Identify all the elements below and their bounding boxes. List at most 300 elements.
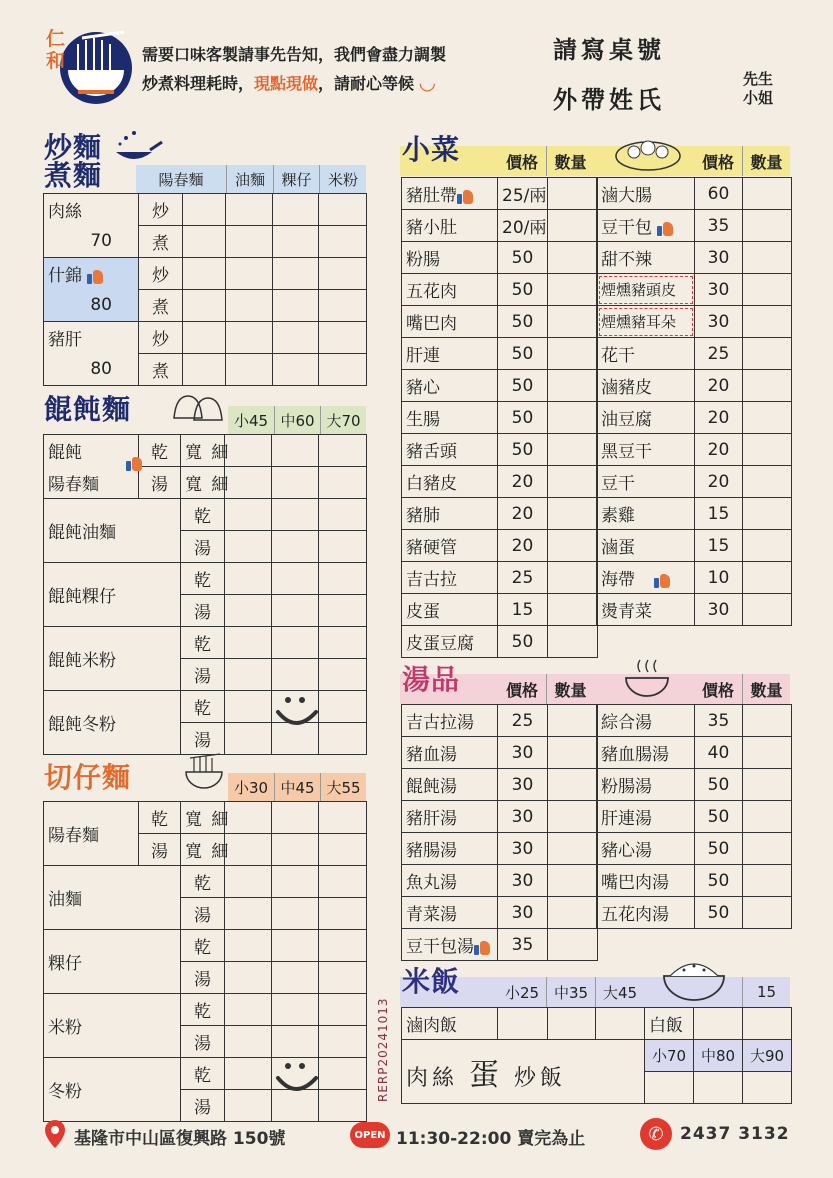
qty-cell[interactable] (548, 562, 598, 594)
phone-number[interactable]: 2437 3132 (680, 1124, 790, 1144)
table-row (44, 467, 367, 499)
item-shredded-pork: 肉絲 (44, 194, 139, 226)
item-name: 魚丸湯 (402, 865, 498, 897)
item-name: 嘴巴肉湯 (597, 865, 695, 897)
qty-cell[interactable] (743, 801, 792, 833)
order-cell[interactable] (225, 723, 272, 755)
item-price: 30 (498, 737, 548, 769)
side-dish-table-left (401, 177, 598, 658)
qty-cell[interactable] (743, 274, 792, 306)
item-price: 20 (695, 466, 743, 498)
order-cell[interactable] (319, 691, 367, 723)
rice-table (401, 1007, 792, 1104)
order-cell[interactable] (272, 659, 319, 691)
table-row (597, 705, 792, 737)
qty-cell[interactable] (548, 274, 598, 306)
item-price: 15 (695, 530, 743, 562)
order-cell[interactable] (272, 435, 319, 467)
table-row (44, 563, 367, 595)
qty-cell[interactable] (743, 434, 792, 466)
order-cell[interactable] (225, 563, 272, 595)
qty-cell[interactable] (743, 530, 792, 562)
dry-option[interactable]: 乾 (181, 691, 225, 723)
table-row (402, 865, 598, 897)
order-cell[interactable] (272, 994, 319, 1026)
order-cell[interactable] (226, 354, 273, 386)
order-cell[interactable] (226, 290, 273, 322)
qty-cell[interactable] (548, 769, 598, 801)
soup-bowl-icon (622, 656, 672, 700)
table-row (402, 242, 598, 274)
order-cell[interactable] (225, 930, 272, 962)
wide-thin-option[interactable]: 寬 細 (181, 435, 225, 467)
soup-option[interactable]: 湯 (181, 659, 225, 691)
order-cell[interactable] (645, 1072, 694, 1104)
item-price: 25 (498, 562, 548, 594)
order-cell[interactable] (183, 322, 226, 354)
soup-option[interactable]: 湯 (181, 898, 225, 930)
item-name: 餛飩湯 (402, 769, 498, 801)
qty-cell[interactable] (743, 594, 792, 626)
order-cell[interactable] (226, 194, 273, 226)
order-cell[interactable] (183, 226, 226, 258)
order-cell[interactable] (225, 866, 272, 898)
thumbs-up-icon (457, 188, 473, 204)
item-name: 花干 (597, 338, 695, 370)
soup-table-right (596, 704, 792, 929)
item-wonton-oil-noodle: 餛飩油麵 (44, 499, 181, 563)
item-price: 20 (498, 466, 548, 498)
qty-cell[interactable] (548, 897, 598, 929)
order-cell[interactable] (273, 194, 319, 226)
order-cell[interactable] (694, 1072, 743, 1104)
table-row (402, 929, 598, 961)
order-cell[interactable] (694, 1008, 743, 1040)
thumbs-up-icon (657, 220, 673, 236)
order-cell[interactable] (319, 226, 367, 258)
order-cell[interactable] (183, 258, 226, 290)
qty-cell[interactable] (743, 705, 792, 737)
order-cell[interactable] (226, 258, 273, 290)
item-name: 粉腸 (402, 242, 498, 274)
order-cell[interactable] (319, 994, 367, 1026)
item-name: 豬小肚 (402, 210, 498, 242)
table-row (597, 594, 792, 626)
qty-cell[interactable] (743, 769, 792, 801)
item-name: 燙青菜 (597, 594, 695, 626)
order-cell[interactable] (319, 898, 367, 930)
item-name: 豬肚帶 (402, 178, 498, 210)
wonton-size-header (228, 406, 366, 434)
order-cell[interactable] (226, 322, 273, 354)
item-price: 30 (498, 833, 548, 865)
qty-cell[interactable] (548, 865, 598, 897)
fry-option[interactable]: 炒 (139, 322, 183, 354)
size-small: 小70 (645, 1040, 694, 1072)
madam-label[interactable]: 小姐 (743, 89, 774, 107)
order-cell[interactable] (273, 322, 319, 354)
order-cell[interactable] (225, 962, 272, 994)
table-row (402, 210, 598, 242)
item-name: 滷蛋 (597, 530, 695, 562)
order-cell[interactable] (319, 563, 367, 595)
table-row (597, 338, 792, 370)
order-cell[interactable] (225, 1058, 272, 1090)
order-cell[interactable] (319, 834, 367, 866)
wonton-title: 餛飩麵 (44, 393, 132, 426)
table-row (44, 627, 367, 659)
order-cell[interactable] (226, 226, 273, 258)
fry-option[interactable]: 炒 (139, 194, 183, 226)
fried-noodle-title: 炒麵 煮麵 (44, 131, 103, 192)
qty-cell[interactable] (743, 370, 792, 402)
table-row (597, 865, 792, 897)
order-cell[interactable] (225, 691, 272, 723)
qty-cell[interactable] (548, 210, 598, 242)
dry-option[interactable]: 乾 (181, 930, 225, 962)
item-wonton-plain-2: 陽春麵 (44, 467, 139, 499)
thumbs-up-icon (87, 268, 103, 284)
soup-option[interactable]: 湯 (181, 1090, 225, 1122)
order-cell[interactable] (272, 563, 319, 595)
item-name: 吉古拉湯 (402, 705, 498, 737)
table-row (597, 466, 792, 498)
smiley-icon (272, 1056, 322, 1098)
order-cell[interactable] (319, 595, 367, 627)
phone-icon: ✆ (640, 1118, 672, 1150)
table-row (402, 801, 598, 833)
item-price: 50 (498, 274, 548, 306)
sir-label[interactable]: 先生 (743, 70, 774, 88)
item-price: 50 (498, 338, 548, 370)
notice-line-1: 需要口味客製請事先告知，我們會盡力調製 (142, 45, 447, 64)
order-cell[interactable] (272, 930, 319, 962)
order-cell[interactable] (273, 290, 319, 322)
table-row (597, 833, 792, 865)
item-name: 肝連湯 (597, 801, 695, 833)
table-row (402, 338, 598, 370)
qty-cell[interactable] (548, 466, 598, 498)
item-price: 25/兩 (498, 178, 548, 210)
dry-option[interactable]: 乾 (181, 627, 225, 659)
order-cell[interactable] (319, 290, 367, 322)
table-row (402, 498, 598, 530)
qty-cell[interactable] (743, 562, 792, 594)
item-price: 60 (695, 178, 743, 210)
item-price: 50 (695, 897, 743, 929)
order-cell[interactable] (319, 802, 367, 834)
item-name: 粉腸湯 (597, 769, 695, 801)
qty-cell[interactable] (743, 338, 792, 370)
location-pin-icon (42, 1118, 68, 1150)
boil-option[interactable]: 煮 (139, 354, 183, 386)
item-name: 豬心 (402, 370, 498, 402)
table-row (402, 306, 598, 338)
order-cell[interactable] (319, 930, 367, 962)
size-medium: 中45 (274, 773, 320, 801)
qty-cell[interactable] (548, 705, 598, 737)
table-row (597, 897, 792, 929)
item-cut-yangchun: 陽春麵 (44, 802, 139, 866)
order-cell[interactable] (319, 322, 367, 354)
item-price: 30 (498, 865, 548, 897)
dry-option[interactable]: 乾 (181, 1058, 225, 1090)
item-name: 綜合湯 (597, 705, 695, 737)
qty-cell[interactable] (548, 306, 598, 338)
item-name: 皮蛋豆腐 (402, 626, 498, 658)
order-cell[interactable] (596, 1008, 645, 1040)
table-row (402, 626, 598, 658)
qty-cell[interactable] (743, 466, 792, 498)
table-row (44, 194, 367, 226)
order-cell[interactable] (319, 1026, 367, 1058)
item-price: 35 (695, 210, 743, 242)
item-price: 20 (695, 402, 743, 434)
table-row (44, 994, 367, 1026)
rice-title: 米飯 (402, 965, 461, 998)
fried-noodle-header (136, 165, 366, 193)
qty-cell[interactable] (548, 434, 598, 466)
table-row (402, 466, 598, 498)
table-row (402, 402, 598, 434)
item-wonton-plain: 餛飩 (44, 435, 139, 467)
qty-cell[interactable] (743, 242, 792, 274)
item-price: 50 (695, 833, 743, 865)
order-cell[interactable] (225, 531, 272, 563)
item-price: 15 (498, 594, 548, 626)
item-name: 豬血湯 (402, 737, 498, 769)
thumbs-up-icon (654, 572, 670, 588)
qty-cell[interactable] (548, 498, 598, 530)
qty-cell[interactable] (548, 178, 598, 210)
wide-thin-option[interactable]: 寬 細 (181, 834, 225, 866)
item-name: 豬硬管 (402, 530, 498, 562)
order-cell[interactable] (272, 499, 319, 531)
dry-option[interactable]: 乾 (181, 563, 225, 595)
order-cell[interactable] (319, 866, 367, 898)
item-name: 豆干 (597, 466, 695, 498)
soup-title: 湯品 (402, 663, 461, 696)
order-cell[interactable] (743, 1008, 792, 1040)
table-row (44, 258, 367, 290)
soup-option[interactable]: 湯 (181, 595, 225, 627)
item-price: 25 (498, 705, 548, 737)
qty-cell[interactable] (548, 402, 598, 434)
order-cell[interactable] (272, 834, 319, 866)
item-name: 豬血腸湯 (597, 737, 695, 769)
item-price: 30 (498, 897, 548, 929)
order-cell[interactable] (272, 467, 319, 499)
order-cell[interactable] (183, 354, 226, 386)
item-price: 30 (498, 769, 548, 801)
item-price: 30 (498, 801, 548, 833)
qty-cell[interactable] (548, 737, 598, 769)
order-cell[interactable] (319, 467, 367, 499)
item-price: 50 (498, 370, 548, 402)
table-row (402, 1008, 792, 1040)
item-name: 豆干包 (597, 210, 695, 242)
order-cell[interactable] (225, 467, 272, 499)
item-name: 吉古拉 (402, 562, 498, 594)
qty-cell[interactable] (743, 897, 792, 929)
order-cell[interactable] (498, 1008, 548, 1040)
qty-cell[interactable] (548, 530, 598, 562)
soup-option[interactable]: 湯 (139, 834, 181, 866)
table-row (597, 562, 792, 594)
soup-option[interactable]: 湯 (181, 962, 225, 994)
logo (46, 24, 138, 108)
order-cell[interactable] (225, 802, 272, 834)
item-name: 豬舌頭 (402, 434, 498, 466)
qty-cell[interactable] (548, 626, 598, 658)
smile-icon: ◡ (419, 70, 436, 94)
dry-option[interactable]: 乾 (181, 499, 225, 531)
qty-cell[interactable] (743, 498, 792, 530)
order-cell[interactable] (319, 1090, 367, 1122)
item-price: 20 (695, 434, 743, 466)
order-cell[interactable] (319, 258, 367, 290)
order-cell[interactable] (225, 435, 272, 467)
order-cell[interactable] (272, 1026, 319, 1058)
order-cell[interactable] (272, 962, 319, 994)
boil-option[interactable]: 煮 (139, 226, 183, 258)
size-small: 小45 (233, 411, 269, 430)
order-cell[interactable] (319, 627, 367, 659)
item-name: 生腸 (402, 402, 498, 434)
item-price: 80 (44, 354, 139, 386)
title-choices (743, 70, 773, 108)
qty-cell[interactable] (743, 865, 792, 897)
order-cell[interactable] (225, 898, 272, 930)
order-cell[interactable] (183, 194, 226, 226)
qty-cell[interactable] (548, 801, 598, 833)
order-cell[interactable] (319, 531, 367, 563)
order-cell[interactable] (319, 659, 367, 691)
item-braised-pork-rice: 滷肉飯 (402, 1008, 498, 1040)
item-price: 25 (695, 338, 743, 370)
order-cell[interactable] (225, 994, 272, 1026)
item-wonton-kway: 餛飩粿仔 (44, 563, 181, 627)
order-cell[interactable] (183, 290, 226, 322)
order-cell[interactable] (272, 531, 319, 563)
order-cell[interactable] (225, 627, 272, 659)
takeout-name-label: 外帶姓氏 (553, 86, 665, 114)
item-name: 滷大腸 (597, 178, 695, 210)
soup-option[interactable]: 湯 (181, 1026, 225, 1058)
side-dish-col-headers-right (694, 146, 790, 176)
boil-option[interactable]: 煮 (139, 290, 183, 322)
item-name: 豬腸湯 (402, 833, 498, 865)
item-cut-oil-noodle: 油麵 (44, 866, 181, 930)
size-medium: 中35 (546, 977, 595, 1007)
order-cell[interactable] (548, 1008, 596, 1040)
order-cell[interactable] (273, 258, 319, 290)
order-cell[interactable] (319, 962, 367, 994)
order-cell[interactable] (272, 627, 319, 659)
qty-cell[interactable] (548, 594, 598, 626)
item-price: 50 (498, 434, 548, 466)
item-name: 海帶 (597, 562, 695, 594)
order-cell[interactable] (225, 659, 272, 691)
order-cell[interactable] (272, 898, 319, 930)
item-price: 10 (695, 562, 743, 594)
order-cell[interactable] (225, 1026, 272, 1058)
order-cell[interactable] (319, 499, 367, 531)
thumbs-up-icon (474, 939, 490, 955)
item-name: 五花肉 (402, 274, 498, 306)
item-name: 素雞 (597, 498, 695, 530)
soup-option[interactable]: 湯 (181, 531, 225, 563)
order-cell[interactable] (319, 723, 367, 755)
qty-cell[interactable] (743, 210, 792, 242)
wide-thin-option[interactable]: 寬 細 (181, 802, 225, 834)
order-cell[interactable] (272, 802, 319, 834)
qty-header: 數量 (546, 146, 594, 176)
qty-cell[interactable] (548, 833, 598, 865)
order-cell[interactable] (273, 226, 319, 258)
qty-cell[interactable] (548, 370, 598, 402)
order-cell[interactable] (319, 1058, 367, 1090)
soup-option[interactable]: 湯 (181, 723, 225, 755)
qty-cell[interactable] (743, 306, 792, 338)
table-row (402, 769, 598, 801)
qty-cell[interactable] (548, 929, 598, 961)
qty-cell[interactable] (548, 338, 598, 370)
qty-cell[interactable] (548, 242, 598, 274)
order-cell[interactable] (272, 866, 319, 898)
order-cell[interactable] (225, 595, 272, 627)
table-row (402, 434, 598, 466)
table-row (402, 274, 598, 306)
smiley-icon (272, 690, 322, 732)
order-cell[interactable] (319, 194, 367, 226)
order-cell[interactable] (225, 834, 272, 866)
order-cell[interactable] (273, 354, 319, 386)
soup-option[interactable]: 湯 (139, 467, 181, 499)
qty-cell[interactable] (743, 402, 792, 434)
table-row (44, 930, 367, 962)
table-row (597, 210, 792, 242)
order-cell[interactable] (743, 1072, 792, 1104)
item-wonton-vermicelli: 餛飩冬粉 (44, 691, 181, 755)
qty-cell[interactable] (743, 833, 792, 865)
cut-noodle-size-header (228, 773, 366, 801)
dry-option[interactable]: 乾 (139, 802, 181, 834)
order-cell[interactable] (319, 354, 367, 386)
wok-icon (112, 128, 164, 168)
order-cell[interactable] (225, 499, 272, 531)
table-row (597, 737, 792, 769)
opening-hours: 11:30-22:00 賣完為止 (396, 1129, 586, 1149)
thumbs-up-icon (126, 455, 142, 471)
rice-size-header (498, 977, 644, 1007)
item-name: 五花肉湯 (597, 897, 695, 929)
table-row (44, 802, 367, 834)
order-cell[interactable] (319, 435, 367, 467)
qty-cell[interactable] (743, 737, 792, 769)
dry-option[interactable]: 乾 (181, 866, 225, 898)
fry-option[interactable]: 炒 (139, 258, 183, 290)
item-name: 豬肝湯 (402, 801, 498, 833)
order-cell[interactable] (272, 595, 319, 627)
col-rice-noodle: 米粉 (319, 165, 366, 193)
size-medium: 中80 (694, 1040, 743, 1072)
dry-option[interactable]: 乾 (181, 994, 225, 1026)
dry-option[interactable]: 乾 (139, 435, 181, 467)
order-cell[interactable] (225, 1090, 272, 1122)
wide-thin-option[interactable]: 寬 細 (181, 467, 225, 499)
qty-cell[interactable] (743, 178, 792, 210)
